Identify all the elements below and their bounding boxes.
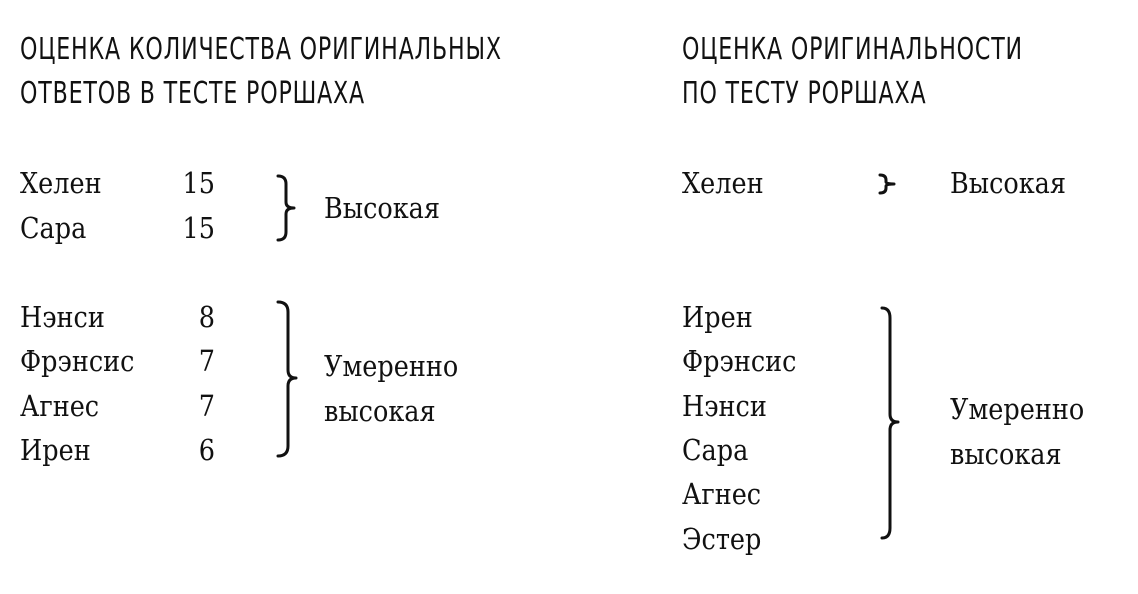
right-title-line-1: ОЦЕНКА ОРИГИНАЛЬНОСТИ: [682, 32, 1023, 67]
left-name-irene: Ирен: [20, 433, 91, 467]
left-score-helen: 15: [182, 166, 215, 200]
left-moderate-brace: [270, 298, 306, 460]
left-name-nancy: Нэнси: [20, 300, 105, 334]
left-title-line-1: ОЦЕНКА КОЛИЧЕСТВА ОРИГИНАЛЬНЫХ: [20, 32, 502, 67]
right-name-frances: Фрэнсис: [682, 344, 797, 378]
left-name-frances: Фрэнсис: [20, 344, 135, 378]
left-score-frances: 7: [198, 344, 215, 378]
right-title: [682, 28, 1023, 116]
left-high-brace: [268, 172, 304, 244]
left-title-line-2: ОТВЕТОВ В ТЕСТЕ РОРШАХА: [20, 76, 366, 111]
right-title-line-2: ПО ТЕСТУ РОРШАХА: [682, 76, 927, 111]
right-high-label: Высокая: [950, 166, 1066, 200]
left-name-agnes: Агнес: [20, 389, 100, 423]
left-high-label: Высокая: [324, 191, 440, 225]
left-moderate-label-line-1: Умеренно: [324, 349, 459, 383]
left-score-agnes: 7: [198, 389, 215, 423]
left-title: [20, 28, 502, 116]
left-score-nancy: 8: [198, 300, 215, 334]
right-moderate-label-line-1: Умеренно: [950, 392, 1085, 426]
left-moderate-label-line-2: высокая: [324, 394, 436, 428]
right-name-sara: Сара: [682, 433, 749, 467]
left-name-sara: Сара: [20, 211, 87, 245]
right-high-brace: [874, 172, 904, 196]
left-score-irene: 6: [198, 433, 215, 467]
right-moderate-label-line-2: высокая: [950, 437, 1062, 471]
right-name-helen: Хелен: [682, 166, 764, 200]
right-name-ester: Эстер: [682, 522, 762, 556]
right-name-agnes: Агнес: [682, 477, 762, 511]
left-score-sara: 15: [182, 211, 215, 245]
right-name-irene: Ирен: [682, 300, 753, 334]
right-name-nancy: Нэнси: [682, 389, 767, 423]
right-moderate-brace: [872, 304, 908, 544]
left-name-helen: Хелен: [20, 166, 102, 200]
